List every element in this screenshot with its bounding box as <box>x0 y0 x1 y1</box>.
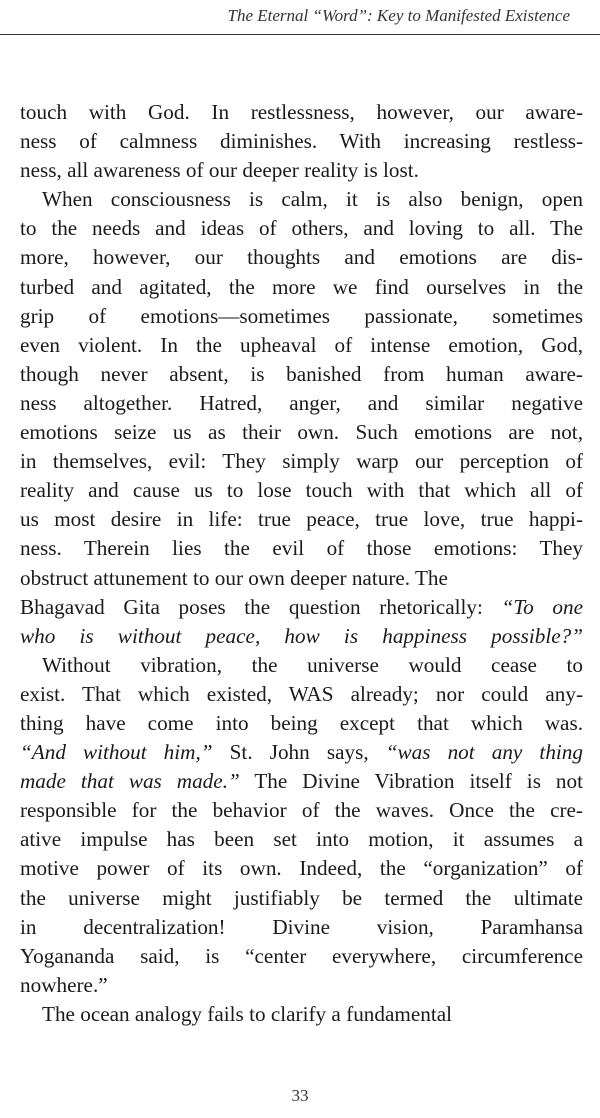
text-run: exist. That which existed, WAS already; nor could any- <box>20 681 583 706</box>
text-run: us most desire in life: true peace, true love, true happi- <box>20 507 583 532</box>
text-run: nowhere.” <box>20 972 108 997</box>
paragraph <box>20 651 583 1000</box>
text-run: The Divine Vibration itself is not <box>239 769 583 794</box>
text-run: ness. Therein lies the evil of those emotions: They <box>20 536 583 561</box>
text-line <box>20 534 583 563</box>
text-line <box>20 331 583 360</box>
text-line <box>20 447 583 476</box>
text-line <box>20 593 583 622</box>
text-line <box>20 854 583 883</box>
text-line <box>20 913 583 942</box>
text-run: Without vibration, the universe would cease to <box>42 652 583 677</box>
paragraph <box>20 185 583 651</box>
text-line <box>20 389 583 418</box>
text-run: to the needs and ideas of others, and loving to all. The <box>20 216 583 241</box>
text-line <box>20 214 583 243</box>
text-run: touch with God. In restlessness, however, our aware- <box>20 100 583 124</box>
text-run: the universe might justifiably be termed the ultimate <box>20 885 583 910</box>
text-run: ness altogether. Hatred, anger, and similar negative <box>20 390 583 415</box>
text-line <box>20 884 583 913</box>
text-run: turbed and agitated, the more we find ourselves in the <box>20 274 583 299</box>
text-line <box>20 680 583 709</box>
paragraph <box>20 1000 583 1029</box>
text-run: reality and cause us to lose touch with that which all of <box>20 478 583 503</box>
italic-quote: “To one <box>501 594 583 619</box>
text-run: Bhagavad Gita poses the question rhetorically: <box>20 594 502 619</box>
text-line <box>20 476 583 505</box>
text-run: When consciousness is calm, it is also benign, open <box>42 187 583 212</box>
text-run: thing have come into being except that which was. <box>20 710 583 735</box>
text-line <box>20 185 583 214</box>
text-line <box>20 360 583 389</box>
italic-quote: “was not any thing <box>385 740 583 765</box>
text-line <box>20 564 583 593</box>
text-line <box>20 302 583 331</box>
body-text <box>20 98 583 1029</box>
text-line <box>20 709 583 738</box>
text-line <box>20 127 583 156</box>
text-run: emotions seize us as their own. Such emotions are not, <box>20 420 583 445</box>
italic-quote: “And without him,” <box>20 740 213 765</box>
text-line <box>20 418 583 447</box>
text-run: responsible for the behavior of the waves. Once the cre- <box>20 798 583 823</box>
text-line <box>20 738 583 767</box>
header-rule <box>0 34 600 35</box>
text-line <box>20 796 583 825</box>
text-run: grip of emotions—sometimes passionate, sometimes <box>20 303 583 328</box>
running-head: The Eternal “Word”: Key to Manifested Existence <box>227 6 570 25</box>
text-line <box>20 971 583 1000</box>
text-line <box>20 273 583 302</box>
text-run: though never absent, is banished from human aware- <box>20 361 583 386</box>
text-line <box>20 156 583 185</box>
page-number: 33 <box>291 1086 309 1105</box>
text-run: even violent. In the upheaval of intense emotion, God, <box>20 332 583 357</box>
text-run: obstruct attunement to our own deeper nature. The <box>20 565 448 590</box>
text-run: in decentralization! Divine vision, Paramhansa <box>20 914 583 939</box>
text-line <box>20 1000 583 1029</box>
italic-quote: made that was made.” <box>20 769 240 794</box>
paragraph <box>20 98 583 185</box>
text-run: more, however, our thoughts and emotions are dis- <box>20 245 583 270</box>
text-run: in themselves, evil: They simply warp our perception of <box>20 449 583 474</box>
text-line <box>20 98 583 127</box>
text-line <box>20 505 583 534</box>
text-run: Yogananda said, is “center everywhere, circumference <box>20 943 583 968</box>
text-line <box>20 825 583 854</box>
text-line <box>20 243 583 272</box>
text-run: The ocean analogy fails to clarify a fundamental <box>42 1001 453 1026</box>
text-line <box>20 767 583 796</box>
text-line <box>20 942 583 971</box>
text-line <box>20 651 583 680</box>
text-run: ness, all awareness of our deeper reality is lost. <box>20 158 419 183</box>
text-line <box>20 622 583 651</box>
italic-quote: who is without peace, how is happiness possible?” <box>20 623 583 648</box>
text-run: ative impulse has been set into motion, it assumes a <box>20 827 583 852</box>
text-run: ness of calmness diminishes. With increasing restless- <box>20 129 583 154</box>
text-run: St. John says, <box>212 740 386 765</box>
text-run: motive power of its own. Indeed, the “organization” of <box>20 856 583 881</box>
